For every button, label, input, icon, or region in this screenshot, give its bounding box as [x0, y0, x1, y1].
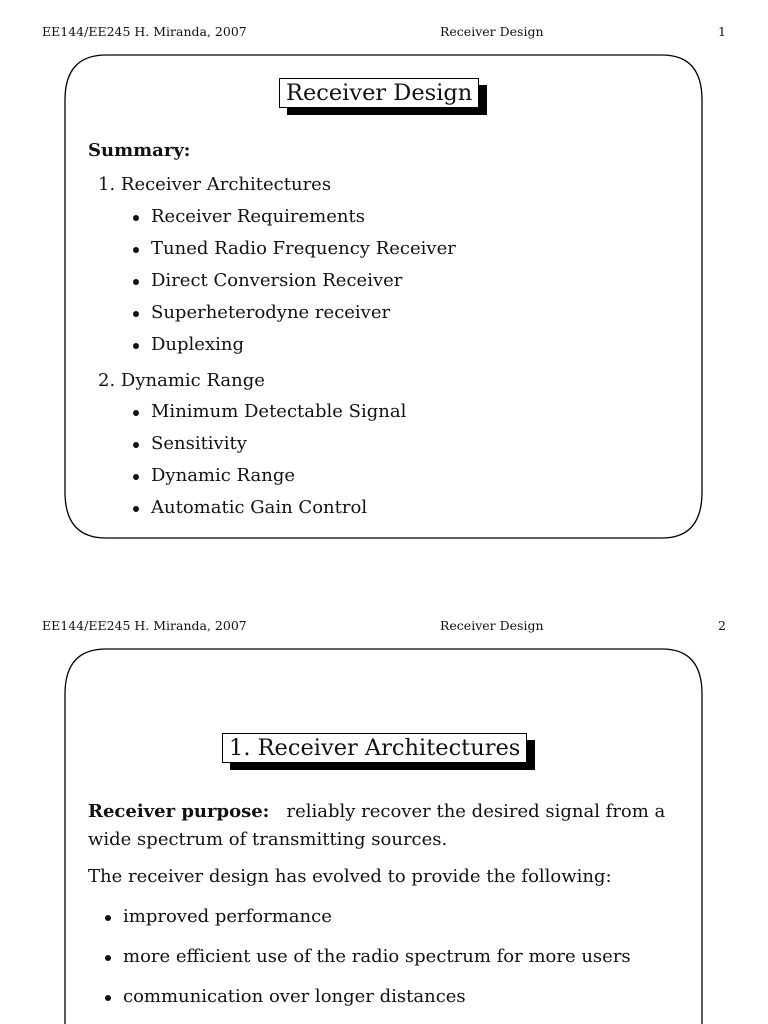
header-topic: Receiver Design	[440, 24, 544, 39]
list-item-2: 2. Dynamic Range	[98, 370, 265, 391]
bullet-dot	[105, 955, 111, 961]
list-item-1: 1. Receiver Architectures	[98, 174, 332, 195]
bullet-dot	[105, 995, 111, 1001]
sub-item: Superheterodyne receiver	[151, 302, 391, 323]
sub-item: Minimum Detectable Signal	[151, 401, 407, 422]
sub-item: Sensitivity	[151, 433, 247, 454]
header-page-number: 2	[718, 618, 726, 633]
bullet-dot	[133, 343, 139, 349]
purpose-label: Receiver purpose:	[88, 801, 270, 822]
bullet-dot	[133, 311, 139, 317]
bullet-dot	[133, 279, 139, 285]
bullet-dot	[105, 915, 111, 921]
sub-item: Receiver Requirements	[151, 206, 365, 227]
purpose-line-1	[88, 801, 665, 823]
sub-item: Automatic Gain Control	[151, 497, 368, 518]
purpose-text: reliably recover the desired signal from a	[286, 801, 666, 822]
page-1-header	[42, 24, 726, 40]
bullet-dot	[133, 442, 139, 448]
purpose-line-2: wide spectrum of transmitting sources.	[88, 829, 448, 850]
bullet-dot	[133, 474, 139, 480]
bullet-dot	[133, 410, 139, 416]
sub-item: Dynamic Range	[151, 465, 296, 486]
bullet-item: more efficient use of the radio spectrum for more users	[123, 946, 631, 967]
header-topic: Receiver Design	[440, 618, 544, 633]
bullet-dot	[133, 215, 139, 221]
bullet-dot	[133, 506, 139, 512]
header-course: EE144/EE245 H. Miranda, 2007	[42, 24, 247, 39]
bullet-item: communication over longer distances	[123, 986, 466, 1007]
sub-item: Direct Conversion Receiver	[151, 270, 403, 291]
sub-item: Duplexing	[151, 334, 244, 355]
sub-item: Tuned Radio Frequency Receiver	[151, 238, 456, 259]
bullet-item: improved performance	[123, 906, 332, 927]
summary-label: Summary:	[88, 140, 191, 161]
header-page-number: 1	[718, 24, 726, 39]
page-2-header	[42, 618, 726, 634]
slide-1-title: Receiver Design	[279, 78, 479, 108]
bullet-dot	[133, 247, 139, 253]
slide-2-title: 1. Receiver Architectures	[222, 733, 527, 763]
intro-text: The receiver design has evolved to provide the following:	[88, 866, 612, 887]
header-course: EE144/EE245 H. Miranda, 2007	[42, 618, 247, 633]
